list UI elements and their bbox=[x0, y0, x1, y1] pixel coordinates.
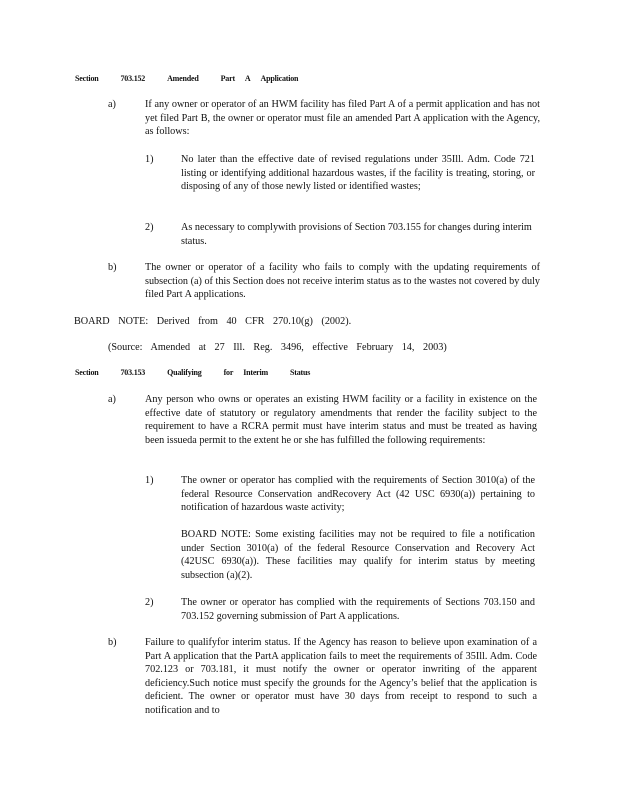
s152-b-label: b) bbox=[108, 262, 117, 273]
s153-a-label: a) bbox=[108, 394, 116, 405]
s153-a1-label: 1) bbox=[145, 475, 154, 486]
heading-word: 703.152 bbox=[120, 74, 146, 83]
heading-word: Qualifying bbox=[167, 368, 202, 377]
heading-word: for bbox=[223, 368, 234, 377]
heading-word: A bbox=[244, 74, 251, 83]
s153-b-label: b) bbox=[108, 637, 117, 648]
heading-word: Application bbox=[260, 74, 299, 83]
s152-a-label: a) bbox=[108, 99, 116, 110]
s152-a1-text: No later than the effective date of revised regulations under 35Ill. Adm. Code 721 listing or identifying additional hazardous wastes, if the facility is treating, storing, or disposing of any of those newly listed or identified wastes; bbox=[181, 154, 535, 193]
section-153-heading bbox=[75, 368, 332, 377]
s153-a1-board-note: BOARD NOTE: Some existing facilities may not be required to file a notification under Section 3010(a) of the federal Resource Conservation and Recovery Act (42USC 6930(a)). These facilities may qualify for interim status by meeting subsection (a)(2). bbox=[181, 529, 535, 581]
heading-word: 703.153 bbox=[120, 368, 146, 377]
heading-word: Interim bbox=[243, 368, 269, 377]
s152-a2-text: As necessary to complywith provisions of Section 703.155 for changes during interim status. bbox=[181, 222, 532, 247]
s153-a2-text: The owner or operator has complied with the requirements of Sections 703.150 and 703.152 governing submission of Part A applications. bbox=[181, 597, 535, 622]
heading-word: Section bbox=[75, 74, 99, 83]
heading-word: Amended bbox=[167, 74, 199, 83]
s153-b-text: Failure to qualifyfor interim status. If the Agency has reason to believe upon examination of a Part A application that the PartA application fails to meet the requirements of 35Ill. Adm. Code 702.123 or 703.181, it must notify the owner or operator inwriting of the apparent deficiency.Such notice must specify the grounds for the Agency’s belief that the application is deficient. The owner or operator must have 30 days from receipt to respond to such a notification and to bbox=[145, 637, 537, 716]
s152-a1-label: 1) bbox=[145, 154, 154, 165]
heading-word: Section bbox=[75, 368, 99, 377]
section-152-heading bbox=[75, 74, 320, 83]
s152-b-text: The owner or operator of a facility who fails to comply with the updating requirements of subsection (a) of this Section does not receive interim status as to the wastes not covered by duly filed Part A applications. bbox=[145, 262, 540, 301]
s153-a1-text: The owner or operator has complied with the requirements of Section 3010(a) of the federal Resource Conservation andRecovery Act (42 USC 6930(a)) pertaining to notification of hazardous waste activity; bbox=[181, 475, 535, 514]
s152-a2-label: 2) bbox=[145, 222, 154, 233]
s152-source-note: (Source: Amended at 27 Ill. Reg. 3496, effective February 14, 2003) bbox=[108, 342, 447, 353]
heading-word: Status bbox=[290, 368, 311, 377]
s153-a2-label: 2) bbox=[145, 597, 154, 608]
s153-a-text: Any person who owns or operates an existing HWM facility or a facility in existence on the effective date of statutory or regulatory amendments that render the facility subject to the requirement to have a RCRA permit must have interim status and must be treated as having been issueda permit to the extent he or she has fulfilled the following requirements: bbox=[145, 394, 537, 446]
s152-a-text: If any owner or operator of an HWM facility has filed Part A of a permit application and has not yet filed Part B, the owner or operator must file an amended Part A application with the Agency, as follows: bbox=[145, 99, 540, 138]
heading-word: Part bbox=[220, 74, 235, 83]
s152-board-note: BOARD NOTE: Derived from 40 CFR 270.10(g) (2002). bbox=[74, 316, 352, 327]
